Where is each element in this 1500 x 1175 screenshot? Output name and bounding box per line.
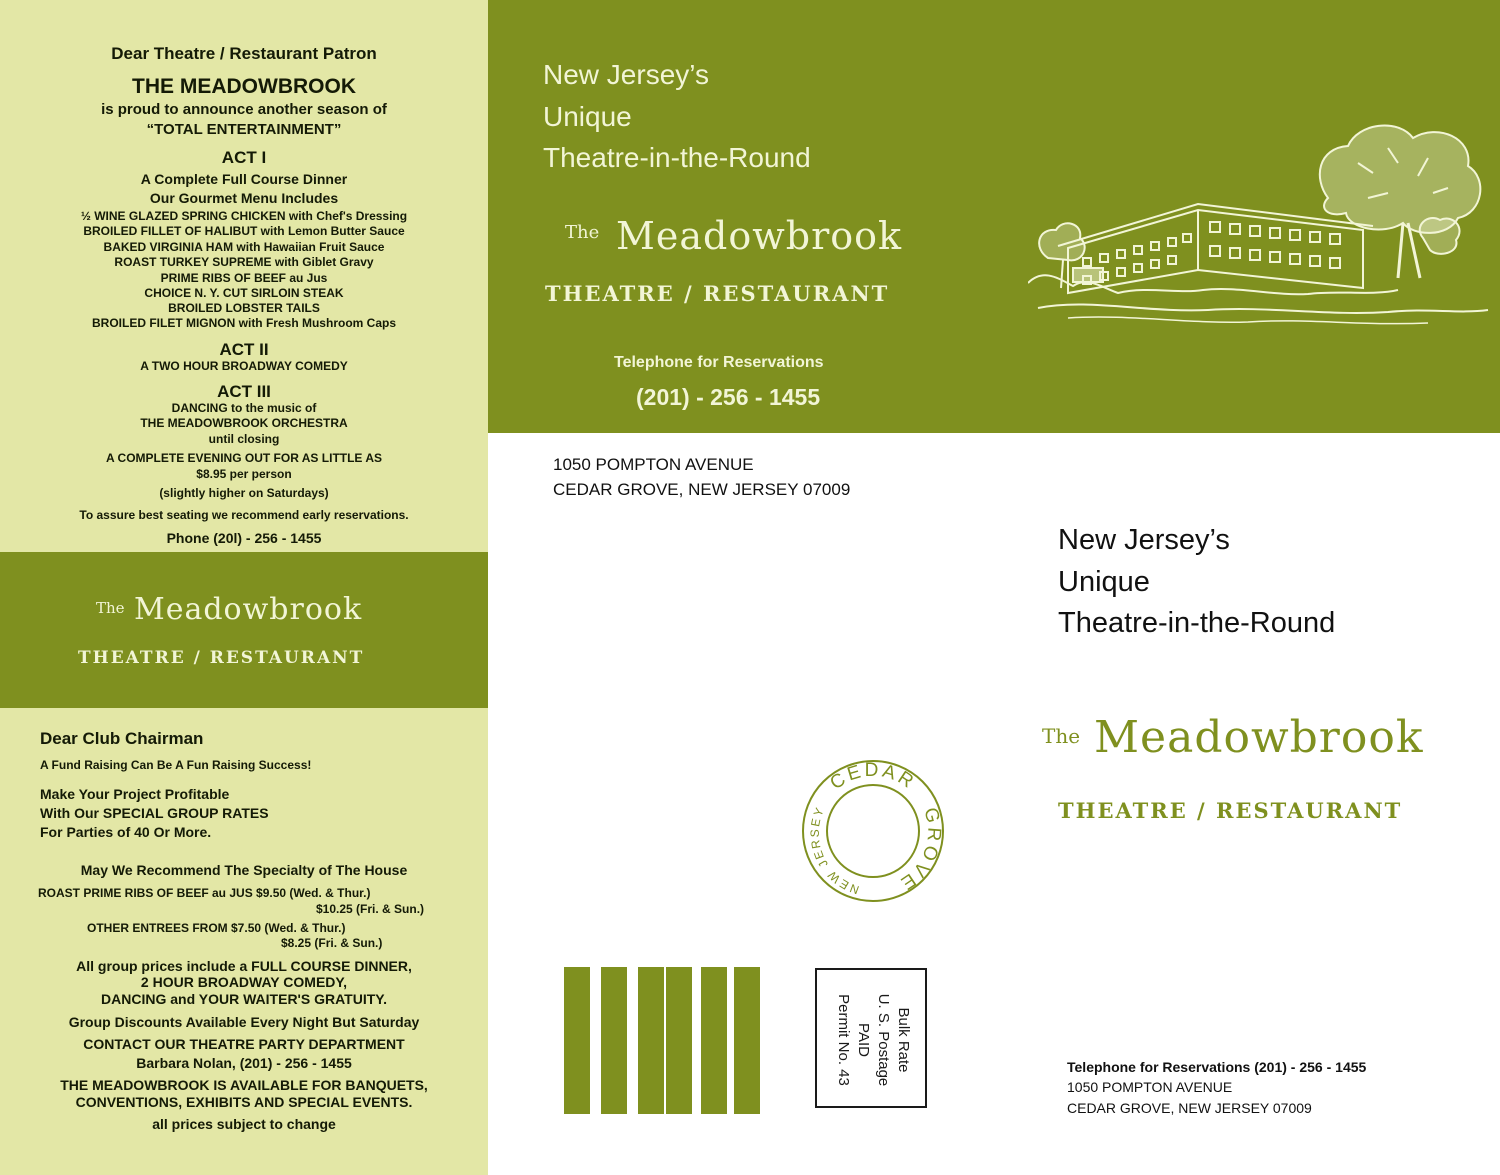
address-city: CEDAR GROVE, NEW JERSEY 07009 <box>553 480 851 499</box>
postmark-stamp <box>800 758 946 904</box>
cover-logo-subtitle: THEATRE / RESTAURANT <box>1058 798 1403 823</box>
svg-text:CEDAR <box>827 760 920 794</box>
cover-headline-line: Unique <box>1058 566 1150 598</box>
barcode-bar <box>638 967 664 1114</box>
logo-the: The <box>565 222 600 243</box>
fund-line: A Fund Raising Can Be A Fun Raising Success! <box>40 758 312 772</box>
project-line: With Our SPECIAL GROUP RATES <box>40 805 269 821</box>
footer-city: CEDAR GROVE, NEW JERSEY 07009 <box>1067 1100 1312 1116</box>
act3-line: DANCING to the music of <box>171 401 317 415</box>
entrees-price: OTHER ENTREES FROM $7.50 (Wed. & Thur.) <box>87 921 346 935</box>
menu-item: BROILED LOBSTER TAILS <box>168 301 320 315</box>
address-street: 1050 POMPTON AVENUE <box>553 455 754 474</box>
permit-line: Bulk Rate <box>895 1007 912 1073</box>
tel-number: (201) - 256 - 1455 <box>636 384 821 410</box>
available-line: THE MEADOWBROOK IS AVAILABLE FOR BANQUETS, <box>60 1077 428 1093</box>
left-panel <box>0 0 488 1175</box>
act3-line: THE MEADOWBROOK ORCHESTRA <box>140 416 348 430</box>
menu-item: PRIME RIBS OF BEEF au Jus <box>160 271 328 285</box>
bulk-rate-permit <box>815 968 927 1108</box>
entrees-price-2: $8.25 (Fri. & Sun.) <box>281 936 383 950</box>
logo-name: Meadowbrook <box>616 214 903 258</box>
menu-item: BROILED FILLET OF HALIBUT with Lemon Butter Sauce <box>83 224 405 238</box>
tagline: “TOTAL ENTERTAINMENT” <box>146 121 342 138</box>
announce-line: is proud to announce another season of <box>101 101 387 118</box>
building-illustration <box>1028 118 1498 343</box>
postmark-top-text: CEDAR <box>826 760 920 795</box>
group-prices-line: DANCING and YOUR WAITER'S GRATUITY. <box>101 991 387 1007</box>
footer-tel: Telephone for Reservations (201) - 256 - 1455 <box>1067 1059 1367 1075</box>
menu-item: BROILED FILET MIGNON with Fresh Mushroom Caps <box>91 316 396 330</box>
tel-label: Telephone for Reservations <box>614 354 824 371</box>
permit-line: U. S. Postage <box>875 993 892 1087</box>
cover-headline-line: New Jersey’s <box>1058 524 1230 556</box>
cover-headline-line: Theatre-in-the-Round <box>1058 607 1336 639</box>
postmark-left-text: NEW JERSEY <box>807 803 861 898</box>
chairman-greeting: Dear Club Chairman <box>40 729 204 748</box>
logo-subtitle: THEATRE / RESTAURANT <box>545 281 890 306</box>
logo-subtitle: THEATRE / RESTAURANT <box>78 648 365 668</box>
menu-item: BAKED VIRGINIA HAM with Hawaiian Fruit Sauce <box>103 240 385 254</box>
left-logo-band <box>0 552 488 708</box>
headline-line: Unique <box>543 101 632 132</box>
contact-name: Barbara Nolan, (201) - 256 - 1455 <box>136 1055 352 1071</box>
seating-line: To assure best seating we recommend early reservations. <box>79 508 409 522</box>
permit-line: Permit No. 43 <box>835 994 852 1086</box>
discounts-line: Group Discounts Available Every Night But Saturday <box>68 1014 420 1030</box>
meadowbrook-title: THE MEADOWBROOK <box>132 75 356 98</box>
act1-line1: A Complete Full Course Dinner <box>140 171 348 187</box>
headline-line: Theatre-in-the-Round <box>543 142 811 173</box>
headline-line: New Jersey’s <box>543 59 709 90</box>
act1-line2: Our Gourmet Menu Includes <box>149 190 339 206</box>
barcode-bar <box>701 967 727 1114</box>
available-line: CONVENTIONS, EXHIBITS AND SPECIAL EVENTS. <box>75 1094 413 1110</box>
patron-greeting: Dear Theatre / Restaurant Patron <box>111 44 377 63</box>
act3-line: until closing <box>208 432 280 446</box>
saturday-line: (slightly higher on Saturdays) <box>159 486 329 500</box>
logo-name: Meadowbrook <box>134 592 363 627</box>
cover-logo-the: The <box>1042 724 1081 748</box>
postmark-right-text: GROVE <box>894 805 945 895</box>
barcode-bar <box>666 967 692 1114</box>
footer-street: 1050 POMPTON AVENUE <box>1067 1079 1233 1095</box>
prices-note: all prices subject to change <box>152 1116 336 1132</box>
svg-text:NEW JERSEY <box>808 804 861 897</box>
group-prices-line: All group prices include a FULL COURSE DINNER, <box>76 958 412 974</box>
prime-ribs-price: ROAST PRIME RIBS OF BEEF au JUS $9.50 (Wed. & Thur.) <box>38 886 371 900</box>
act2-heading: ACT II <box>219 340 269 359</box>
menu-item: CHOICE N. Y. CUT SIRLOIN STEAK <box>144 286 344 300</box>
act1-heading: ACT I <box>221 148 267 167</box>
cover-logo-name: Meadowbrook <box>1094 712 1424 763</box>
svg-text:GROVE <box>895 806 945 895</box>
logo-the: The <box>96 599 125 617</box>
project-line: For Parties of 40 Or More. <box>40 824 212 840</box>
barcode-bar <box>601 967 627 1114</box>
contact-line: CONTACT OUR THEATRE PARTY DEPARTMENT <box>83 1036 405 1052</box>
price-line: $8.95 per person <box>196 467 292 481</box>
barcode-bar <box>734 967 760 1114</box>
barcode-bar <box>564 967 590 1114</box>
permit-line: PAID <box>855 1023 872 1057</box>
evening-line: A COMPLETE EVENING OUT FOR AS LITTLE AS <box>105 451 382 465</box>
phone-line: Phone (20l) - 256 - 1455 <box>166 530 322 546</box>
prime-ribs-price-2: $10.25 (Fri. & Sun.) <box>316 902 425 916</box>
project-line: Make Your Project Profitable <box>40 786 230 802</box>
specialty-line: May We Recommend The Specialty of The House <box>80 862 408 878</box>
menu-item: ROAST TURKEY SUPREME with Giblet Gravy <box>114 255 374 269</box>
act3-heading: ACT III <box>217 382 271 401</box>
top-right-panel <box>488 0 1500 433</box>
menu-item: ½ WINE GLAZED SPRING CHICKEN with Chef's Dressing <box>80 209 408 223</box>
act2-line: A TWO HOUR BROADWAY COMEDY <box>140 359 348 373</box>
group-prices-line: 2 HOUR BROADWAY COMEDY, <box>140 974 348 990</box>
